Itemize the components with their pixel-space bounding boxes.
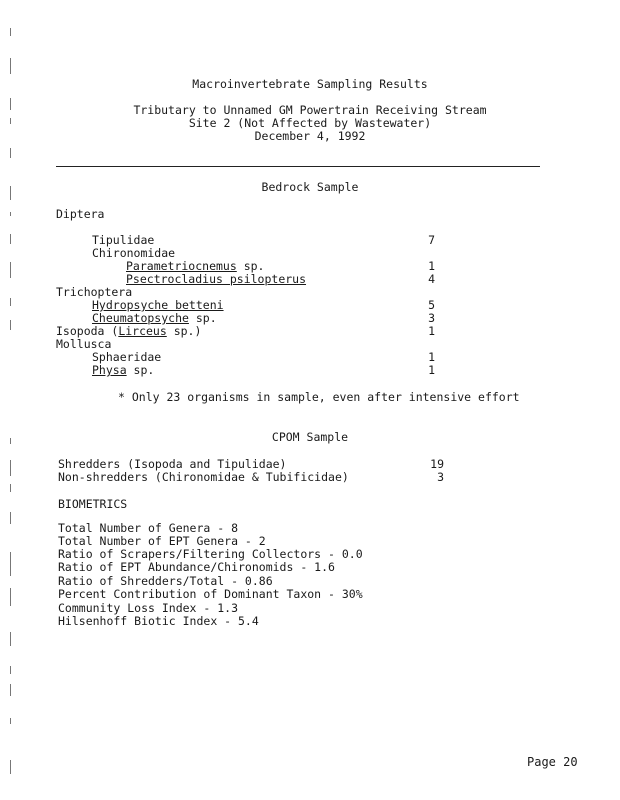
- taxon-isopoda-prefix: Isopoda (: [56, 324, 119, 338]
- taxon-parametriocnemus-genus: Parametriocnemus: [126, 259, 237, 273]
- count-isopoda: 1: [428, 324, 435, 338]
- header-divider: [56, 166, 540, 167]
- taxon-isopoda-suffix: sp.): [166, 324, 202, 338]
- taxon-cheumatopsyche-sp: sp.: [188, 311, 217, 325]
- cpom-nonshredders-count: 3: [437, 470, 444, 484]
- count-tipulidae: 7: [428, 233, 435, 247]
- biometric-item: Ratio of EPT Abundance/Chironomids - 1.6: [58, 560, 335, 574]
- biometric-item: Total Number of Genera - 8: [58, 521, 239, 535]
- cpom-shredders-count: 19: [430, 457, 444, 471]
- page-number: Page 20: [527, 755, 578, 769]
- taxon-parametriocnemus-sp: sp.: [236, 259, 265, 273]
- biometric-item: Total Number of EPT Genera - 2: [58, 534, 266, 548]
- biometrics-heading: BIOMETRICS: [58, 497, 128, 511]
- taxon-physa-genus: Physa: [92, 363, 127, 377]
- count-parametriocnemus: 1: [428, 259, 435, 273]
- taxon-lirceus: Lirceus: [118, 324, 167, 338]
- cpom-nonshredders-label: Non-shredders (Chironomidae & Tubificidae): [58, 470, 349, 484]
- biometric-item: Hilsenhoff Biotic Index - 5.4: [58, 614, 259, 628]
- report-subtitle-site: Site 2 (Not Affected by Wastewater): [188, 116, 432, 130]
- taxon-physa: [92, 364, 154, 377]
- taxon-hydropsyche: Hydropsyche betteni: [92, 298, 224, 312]
- biometric-item: Ratio of Shredders/Total - 0.86: [58, 574, 273, 588]
- bedrock-footnote: * Only 23 organisms in sample, even after intensive effort: [118, 390, 520, 404]
- biometric-item: Community Loss Index - 1.3: [58, 601, 239, 615]
- biometric-item: Percent Contribution of Dominant Taxon - 30%: [58, 587, 363, 601]
- group-diptera: Diptera: [56, 207, 105, 221]
- group-mollusca: Mollusca: [56, 337, 112, 351]
- count-physa: 1: [428, 363, 435, 377]
- report-subtitle-stream: Tributary to Unnamed GM Powertrain Receiving Stream: [133, 103, 487, 117]
- taxon-tipulidae: Tipulidae: [92, 233, 155, 247]
- cpom-shredders-label: Shredders (Isopoda and Tipulidae): [58, 457, 287, 471]
- count-psectrocladius: 4: [428, 272, 435, 286]
- taxon-physa-sp: sp.: [126, 363, 155, 377]
- count-cheumatopsyche: 3: [428, 311, 435, 325]
- bedrock-heading: Bedrock Sample: [261, 180, 359, 194]
- taxon-psectrocladius: Psectrocladius psilopterus: [126, 272, 307, 286]
- group-trichoptera: Trichoptera: [56, 285, 133, 299]
- report-date: December 4, 1992: [254, 129, 366, 143]
- taxon-chironomidae: Chironomidae: [92, 246, 176, 260]
- taxon-sphaeridae: Sphaeridae: [92, 350, 162, 364]
- count-hydropsyche: 5: [428, 298, 435, 312]
- taxon-cheumatopsyche-genus: Cheumatopsyche: [92, 311, 189, 325]
- count-sphaeridae: 1: [428, 350, 435, 364]
- cpom-heading: CPOM Sample: [271, 430, 349, 444]
- biometric-item: Ratio of Scrapers/Filtering Collectors - 0.0: [58, 547, 363, 561]
- report-title: Macroinvertebrate Sampling Results: [192, 77, 428, 91]
